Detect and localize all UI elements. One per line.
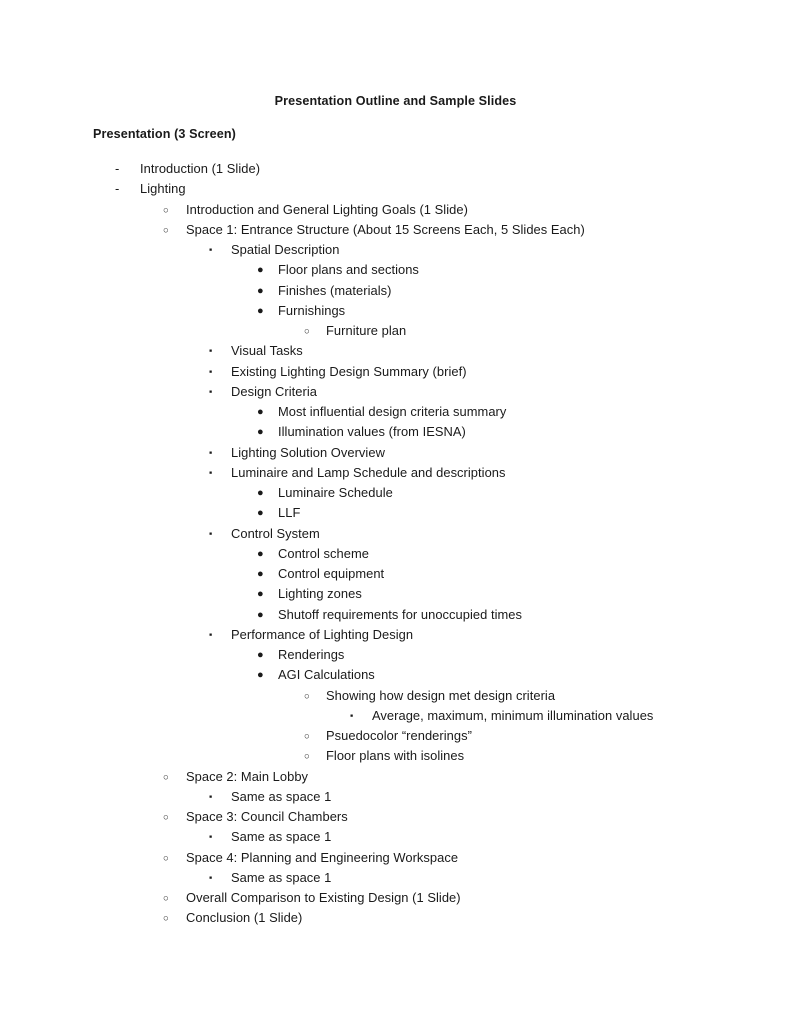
outline-item (0, 443, 791, 463)
outline-item-label: Existing Lighting Design Summary (brief) (231, 363, 467, 379)
bullet-filled-square-icon: ▪ (209, 791, 213, 802)
outline-item (0, 301, 791, 321)
outline-item (0, 281, 791, 301)
bullet-filled-circle-icon: ● (257, 507, 264, 520)
outline-item-label: Introduction and General Lighting Goals (1 Slide) (186, 201, 468, 217)
bullet-filled-square-icon: ▪ (209, 528, 213, 538)
outline-item-label: Finishes (materials) (278, 282, 392, 298)
bullet-hollow-circle-icon: ○ (304, 325, 310, 336)
outline-item (0, 382, 791, 402)
outline-item-label: Luminaire and Lamp Schedule and descriptions (231, 464, 506, 480)
outline-item-label: Space 1: Entrance Structure (About 15 Screens Each, 5 Slides Each) (186, 221, 585, 237)
outline-item (0, 807, 791, 827)
bullet-filled-square-icon: ▪ (209, 629, 213, 640)
outline-item-label: Visual Tasks (231, 343, 303, 359)
bullet-hollow-circle-icon: ○ (304, 750, 310, 762)
outline-item (0, 483, 791, 503)
outline-item-label: Introduction (1 Slide) (140, 161, 261, 176)
outline-item-label: Space 3: Council Chambers (186, 809, 348, 824)
outline-item (0, 706, 791, 726)
bullet-filled-square-icon: ▪ (209, 831, 213, 842)
outline-item (0, 179, 791, 199)
outline-item (0, 220, 791, 240)
outline-item-label: Furniture plan (326, 323, 407, 338)
outline-item-label: Same as space 1 (231, 788, 332, 804)
outline-item-label: Control equipment (278, 566, 385, 581)
outline-item-label: Shutoff requirements for unoccupied times (278, 606, 523, 622)
outline-item-label: AGI Calculations (278, 667, 375, 683)
outline-item-label: Floor plans with isolines (326, 748, 465, 764)
bullet-filled-circle-icon: ● (257, 426, 264, 439)
bullet-filled-square-icon: ▪ (209, 345, 213, 356)
outline-item (0, 827, 791, 847)
outline-item (0, 767, 791, 787)
outline-item (0, 564, 791, 584)
bullet-filled-circle-icon: ● (257, 588, 264, 601)
outline-item (0, 544, 791, 564)
bullet-filled-circle-icon: ● (257, 264, 264, 277)
bullet-hollow-circle-icon: ○ (163, 223, 169, 235)
bullet-hollow-circle-icon: ○ (163, 892, 169, 903)
outline-item-label: Floor plans and sections (278, 262, 419, 278)
outline-item-label: Lighting zones (278, 586, 362, 602)
outline-item-label: Same as space 1 (231, 829, 332, 845)
bullet-filled-circle-icon: ● (257, 304, 264, 317)
outline-item (0, 341, 791, 361)
outline-item (0, 605, 791, 625)
outline-item (0, 524, 791, 544)
outline-list (0, 159, 791, 929)
bullet-filled-circle-icon: ● (257, 669, 264, 682)
bullet-filled-circle-icon: ● (257, 608, 264, 621)
outline-item-label: Performance of Lighting Design (231, 626, 414, 642)
outline-item-label: Illumination values (from IESNA) (278, 424, 466, 440)
bullet-hollow-circle-icon: ○ (163, 770, 169, 782)
outline-item (0, 200, 791, 220)
bullet-dash-icon: - (115, 181, 120, 197)
outline-item (0, 686, 791, 706)
outline-item-label: Control System (231, 525, 320, 541)
bullet-hollow-circle-icon: ○ (163, 851, 169, 863)
bullet-filled-square-icon: ▪ (209, 366, 213, 376)
bullet-filled-circle-icon: ● (257, 487, 264, 499)
outline-item-label: Overall Comparison to Existing Design (1 Slide) (186, 890, 461, 905)
outline-item-label: Psuedocolor “renderings” (326, 728, 472, 743)
bullet-filled-square-icon: ▪ (350, 710, 354, 721)
outline-item (0, 321, 791, 341)
outline-item-label: Average, maximum, minimum illumination values (372, 707, 654, 723)
outline-item (0, 240, 791, 260)
bullet-filled-square-icon: ▪ (209, 872, 213, 883)
bullet-hollow-circle-icon: ○ (304, 689, 310, 701)
outline-item-label: Most influential design criteria summary (278, 404, 507, 419)
section-heading: Presentation (3 Screen) (93, 127, 236, 141)
outline-item-label: Space 4: Planning and Engineering Workspace (186, 849, 459, 865)
page-title: Presentation Outline and Sample Slides (274, 94, 517, 108)
bullet-filled-square-icon: ▪ (209, 447, 213, 457)
outline-item (0, 746, 791, 766)
outline-item (0, 463, 791, 483)
bullet-filled-circle-icon: ● (257, 568, 264, 580)
outline-item (0, 159, 791, 179)
outline-item (0, 402, 791, 422)
outline-item-label: Control scheme (278, 545, 369, 561)
outline-item (0, 665, 791, 685)
outline-item-label: Furnishings (278, 302, 346, 318)
bullet-filled-square-icon: ▪ (209, 244, 213, 255)
bullet-filled-circle-icon: ● (257, 649, 264, 661)
bullet-filled-circle-icon: ● (257, 284, 264, 297)
bullet-hollow-circle-icon: ○ (304, 730, 310, 741)
outline-item-label: Same as space 1 (231, 869, 332, 885)
bullet-dash-icon: - (115, 161, 120, 176)
outline-item-label: Space 2: Main Lobby (186, 768, 309, 784)
outline-item (0, 787, 791, 807)
outline-item (0, 584, 791, 604)
bullet-filled-square-icon: ▪ (209, 386, 213, 397)
outline-item (0, 625, 791, 645)
bullet-filled-circle-icon: ● (257, 547, 264, 560)
outline-item-label: Spatial Description (231, 242, 340, 257)
outline-item-label: Showing how design met design criteria (326, 687, 556, 703)
outline-item (0, 260, 791, 280)
outline-item-label: Lighting Solution Overview (231, 444, 385, 460)
outline-item-label: Renderings (278, 647, 345, 662)
outline-item (0, 726, 791, 746)
bullet-filled-square-icon: ▪ (209, 467, 213, 478)
outline-item (0, 645, 791, 665)
bullet-hollow-circle-icon: ○ (163, 811, 169, 822)
outline-item (0, 503, 791, 523)
outline-item-label: Lighting (140, 181, 186, 197)
outline-item-label: Conclusion (1 Slide) (186, 910, 303, 926)
bullet-hollow-circle-icon: ○ (163, 203, 169, 215)
outline-item (0, 888, 791, 908)
outline-item (0, 362, 791, 382)
outline-item (0, 422, 791, 442)
outline-item (0, 908, 791, 928)
bullet-hollow-circle-icon: ○ (163, 912, 169, 924)
outline-item-label: Luminaire Schedule (278, 485, 393, 500)
outline-item-label: Design Criteria (231, 383, 317, 399)
outline-item (0, 848, 791, 868)
outline-item (0, 868, 791, 888)
bullet-filled-circle-icon: ● (257, 406, 264, 418)
outline-item-label: LLF (278, 505, 301, 521)
